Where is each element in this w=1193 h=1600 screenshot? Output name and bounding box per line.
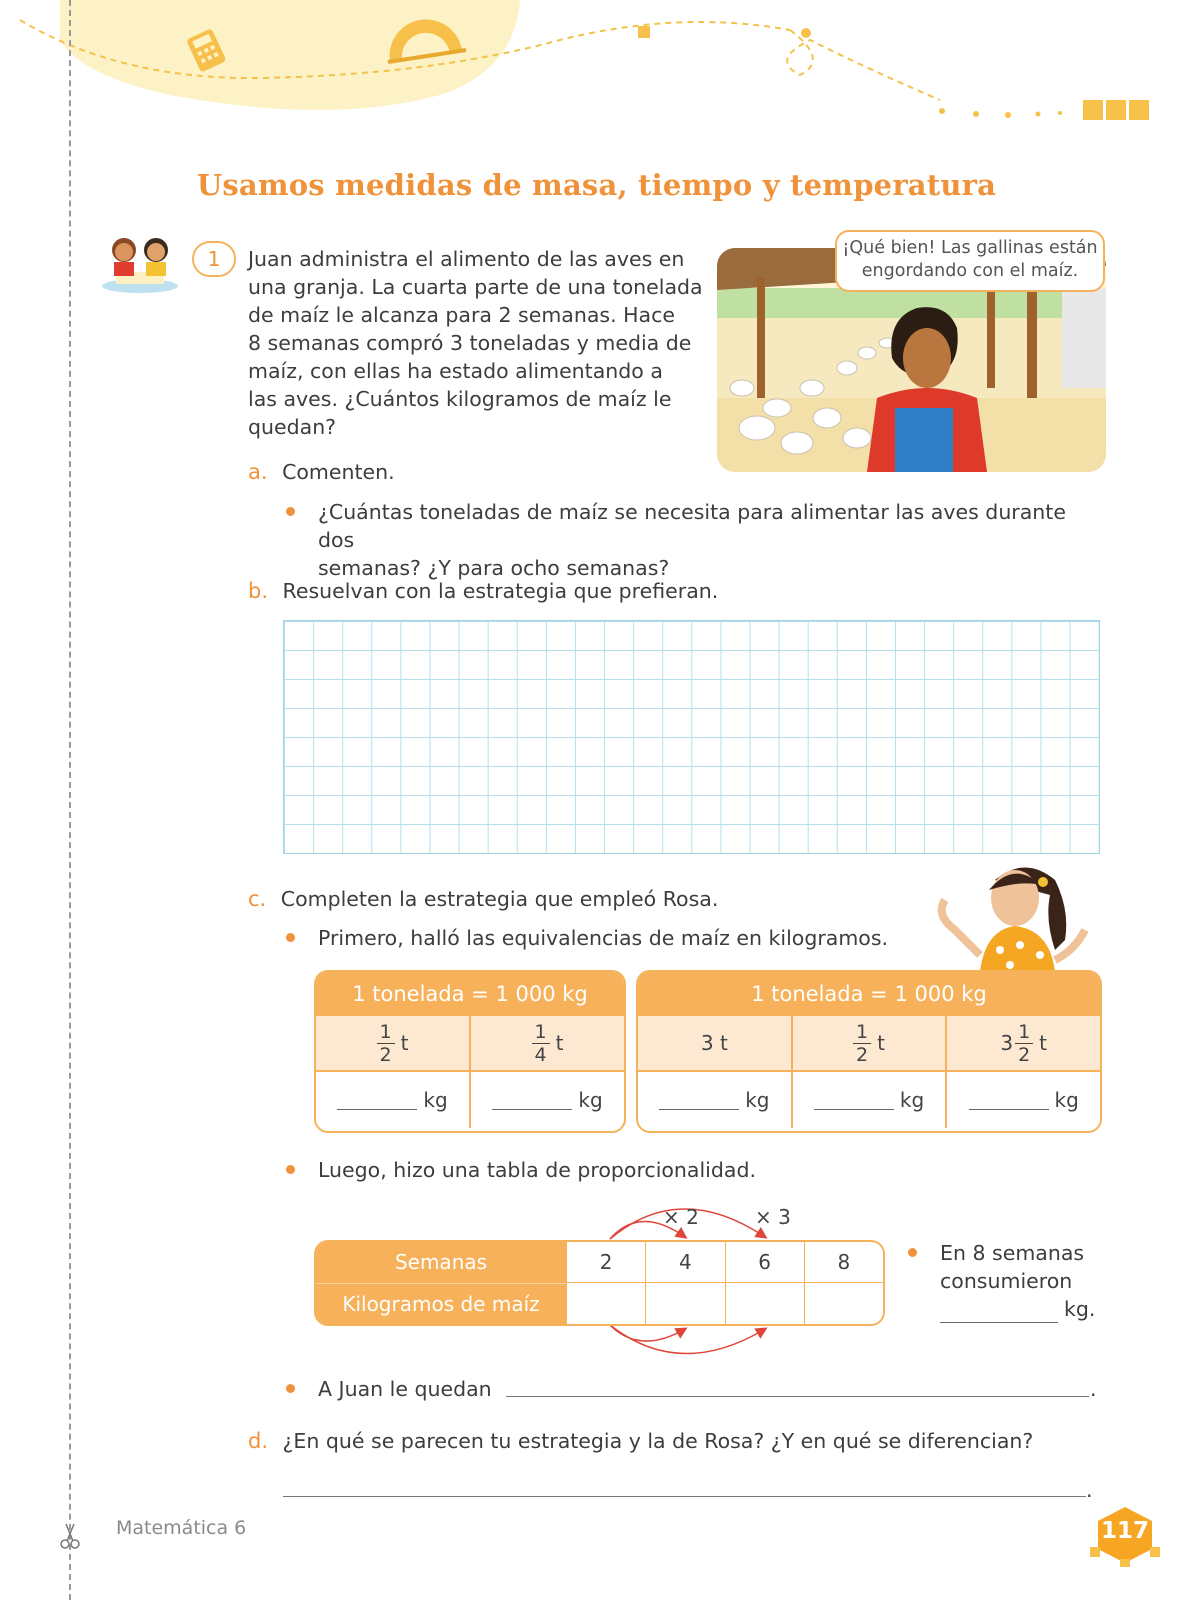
bullet [286, 507, 295, 516]
answer-cell[interactable] [726, 1283, 804, 1323]
part-d-question: ¿En qué se parecen tu estrategia y la de Rosa? ¿Y en qué se diferencian? [282, 1429, 1034, 1453]
answer-cell[interactable]: kg [945, 1072, 1100, 1128]
students-reading-icon [100, 232, 180, 296]
answer-cell[interactable] [646, 1283, 724, 1323]
part-a-question: ¿Cuántas toneladas de maíz se necesita para alimentar las aves durante dos semanas? ¿Y para ocho semanas? [318, 500, 1066, 580]
mult-label-b: × 3 [755, 1205, 791, 1229]
bullet [286, 1165, 295, 1174]
problem-text: Juan administra el alimento de las aves en una granja. La cuarta parte de una tonelada de maíz le alcanza para 2 semanas. Hace 8 semanas compró 3 toneladas y media de maíz, con ellas ha estado alimentando a las aves. ¿Cuántos kilogramos de maíz le quedan? [248, 247, 703, 439]
speech-bubble: ¡Qué bien! Las gallinas están engordando con el maíz. [835, 230, 1105, 292]
bullet [908, 1248, 917, 1257]
part-b: b. Resuelvan con la estrategia que prefieran. [248, 579, 719, 603]
header-decoration [0, 0, 1193, 130]
girl-illustration [925, 860, 1095, 972]
side-note: En 8 semanas consumieron kg. [940, 1241, 1096, 1321]
period: . [1090, 1377, 1097, 1401]
answer-cell[interactable] [805, 1283, 883, 1323]
bullet [286, 933, 295, 942]
table-header: 1 tonelada = 1 000 kg [638, 972, 1100, 1016]
problem-number: 1 [192, 241, 236, 277]
scissors-icon [59, 1522, 81, 1550]
part-c-step2: Luego, hizo una tabla de proporcionalidad. [318, 1158, 756, 1182]
answer-cell[interactable]: kg [791, 1072, 946, 1128]
period: . [1086, 1478, 1093, 1502]
proportion-table: Semanas Kilogramos de maíz 2 4 6 8 [314, 1240, 885, 1326]
cube-icon [638, 26, 650, 38]
row-label-weeks: Semanas [316, 1242, 566, 1284]
page-number: 117 [1100, 1518, 1149, 1544]
answer-cell[interactable] [567, 1283, 645, 1323]
row-label-kg: Kilogramos de maíz [342, 1292, 540, 1316]
answer-cell[interactable]: kg [469, 1072, 624, 1128]
answer-blank[interactable] [940, 1302, 1058, 1323]
part-a-label: a. [248, 460, 268, 484]
book-name: Matemática 6 [116, 1517, 247, 1539]
page-title: Usamos medidas de masa, tiempo y temperatura [196, 168, 997, 202]
cut-line [69, 0, 71, 1600]
part-c-step1: Primero, halló las equivalencias de maíz en kilogramos. [318, 926, 889, 950]
cubes-decoration [1083, 100, 1149, 120]
part-d: d. ¿En qué se parecen tu estrategia y la de Rosa? ¿Y en qué se diferencian? [248, 1429, 1034, 1453]
part-a-action: Comenten [282, 460, 389, 484]
part-a: a. Comenten. [248, 460, 395, 484]
equivalence-table-1: 1 tonelada = 1 000 kg $\frac{1}{2}$ t $\frac{1}{4}$ t kg kg [314, 970, 626, 1133]
bullet [286, 1384, 295, 1393]
mult-label-a: × 2 [663, 1205, 699, 1229]
equivalence-table-2: 1 tonelada = 1 000 kg 3 t $\frac{1}{2}$ t 3 $\frac{1}{2}$ t kg kg kg [636, 970, 1102, 1133]
answer-cell[interactable]: kg [638, 1072, 791, 1128]
part-c-action: Completen [280, 887, 393, 911]
answer-line[interactable] [283, 1496, 1086, 1497]
table-header: 1 tonelada = 1 000 kg [316, 972, 624, 1016]
part-b-action: Resuelvan [282, 579, 389, 603]
part-c: c. Completen la estrategia que empleó Rosa. [248, 887, 719, 911]
answer-line[interactable] [506, 1396, 1089, 1397]
part-c-step3: A Juan le quedan [318, 1377, 492, 1401]
answer-cell[interactable]: kg [316, 1072, 469, 1128]
work-grid[interactable] [283, 620, 1100, 854]
